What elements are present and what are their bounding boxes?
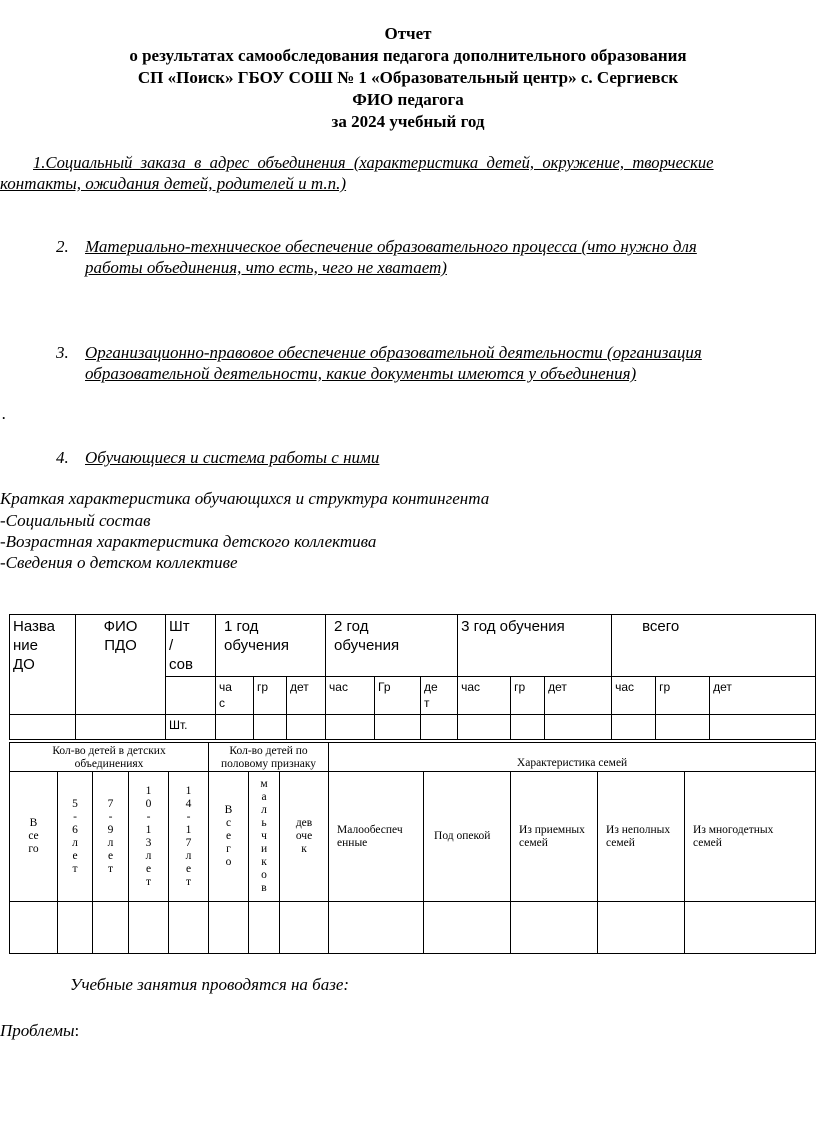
section-3-number: 3. (56, 343, 69, 362)
problems-label (0, 1021, 79, 1041)
sub-header-cell: Гр (375, 677, 421, 715)
col-header-total: всего (612, 615, 816, 677)
family-table (9, 742, 816, 954)
problems-text: Проблемы (0, 1021, 75, 1040)
report-subtitle: о результатах самообследования педагога дополнительного образования (129, 46, 687, 65)
teacher-name-line: ФИО педагога (352, 90, 464, 109)
col-header-fio: ФИО ПДО (76, 615, 166, 715)
section-2-line-1: Материально-техническое обеспечение образовательного процесса (что нужно для (85, 237, 697, 256)
sub-header-cell: гр (254, 677, 287, 715)
section-3-line-1: Организационно-правовое обеспечение образовательной деятельности (организация (85, 343, 702, 362)
age-10-13-header: 1 0 - 1 3 л е т (129, 772, 169, 902)
section-2-number: 2. (56, 237, 69, 256)
incomplete-families-header: Из неполных семей (598, 772, 685, 902)
guardianship-header: Под опекой (424, 772, 511, 902)
sub-header-cell: час (326, 677, 375, 715)
foster-families-header: Из приемных семей (511, 772, 598, 902)
section-4-number: 4. (56, 448, 69, 467)
col-header-unit: Шт / сов (166, 615, 216, 677)
boys-header: м а л ь ч и к о в (249, 772, 280, 902)
brief-characteristic: Краткая характеристика обучающихся и структура контингента (0, 489, 490, 508)
section-1-line-2: контакты, ожидания детей, родителей и т.п.) (0, 174, 347, 193)
sub-header-cell: час (458, 677, 511, 715)
total-gender-header: В с е г о (209, 772, 249, 902)
family-characteristics-header: Характеристика семей (329, 743, 816, 772)
collective-info: -Сведения о детском коллективе (0, 553, 238, 572)
age-5-6-header: 5 - 6 л е т (58, 772, 93, 902)
col-header-year-1: 1 год обучения (216, 615, 326, 677)
age-14-17-header: 1 4 - 1 7 л е т (169, 772, 209, 902)
stray-dot: . (2, 404, 7, 423)
total-kids-header: В се го (10, 772, 58, 902)
sub-header-cell: гр (656, 677, 710, 715)
age-7-9-header: 7 - 9 л е т (93, 772, 129, 902)
low-income-header: Малообеспеч енные (329, 772, 424, 902)
age-characteristic: -Возрастная характеристика детского коллектива (0, 532, 377, 551)
kids-in-groups-header: Кол-во детей в детских объединениях (10, 743, 209, 772)
section-1-line-1: 1.Социальный заказа в адрес объединения (характеристика детей, окружение, творческие (33, 153, 714, 172)
problems-colon: : (74, 1021, 80, 1040)
col-header-name: Назва ние ДО (10, 615, 76, 715)
sub-header-cell: дет (710, 677, 816, 715)
social-composition: -Социальный состав (0, 511, 151, 530)
col-header-year-3: 3 год обучения (458, 615, 612, 677)
sub-header-cell: дет (287, 677, 326, 715)
sub-header-cell: де т (421, 677, 458, 715)
year-line: за 2024 учебный год (331, 112, 485, 131)
report-title: Отчет (384, 24, 432, 43)
sub-header-cell: дет (545, 677, 612, 715)
girls-header: дев оче к (280, 772, 329, 902)
kids-by-gender-header: Кол-во детей по половому признаку (209, 743, 329, 772)
row-unit-label: Шт. (166, 715, 216, 740)
sub-header-cell: гр (511, 677, 545, 715)
section-2-line-2: работы объединения, что есть, чего не хватает) (85, 258, 447, 277)
section-4-title: Обучающиеся и система работы с ними (85, 448, 380, 467)
col-header-year-2: 2 год обучения (326, 615, 458, 677)
sub-header-cell: час (612, 677, 656, 715)
large-families-header: Из многодетных семей (685, 772, 816, 902)
section-3-line-2: образовательной деятельности, какие документы имеются у объединения) (85, 364, 637, 383)
sub-header-cell: ча с (216, 677, 254, 715)
classes-base-line: Учебные занятия проводятся на базе: (70, 975, 350, 994)
organization-line: СП «Поиск» ГБОУ СОШ № 1 «Образовательный центр» с. Сергиевск (137, 68, 679, 87)
contingent-table (9, 614, 816, 740)
